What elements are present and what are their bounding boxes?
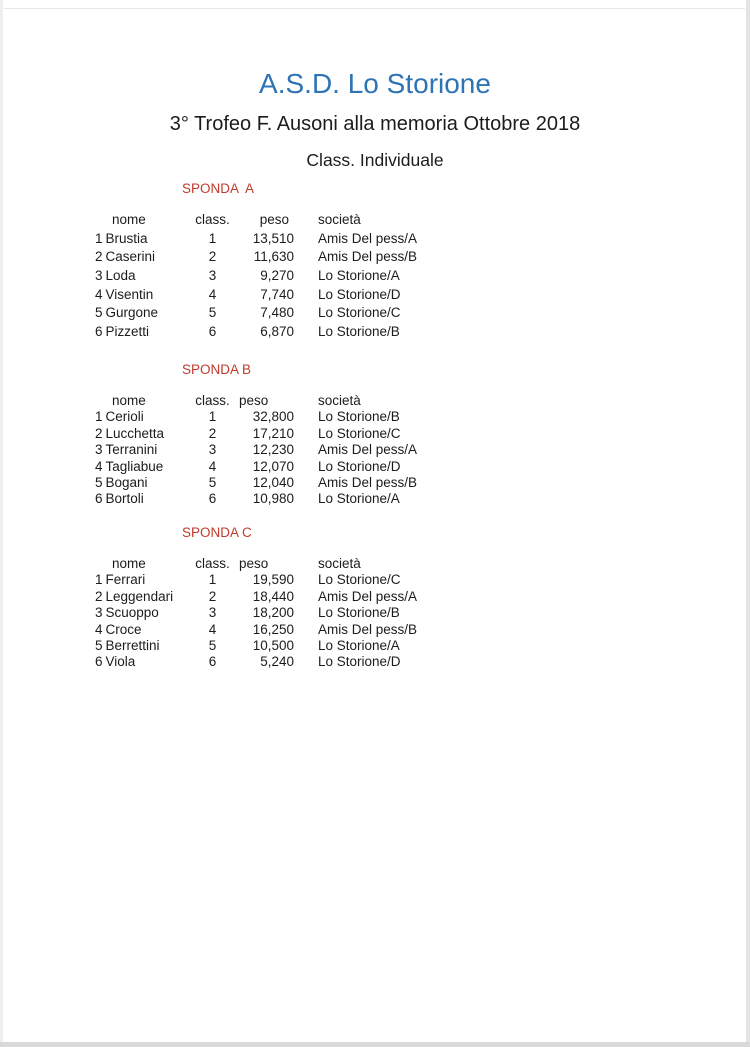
row-class: 2	[208, 425, 217, 441]
table-row	[95, 491, 472, 507]
row-peso: 16,250	[252, 621, 294, 637]
row-societa: Lo Storione/D	[318, 654, 401, 670]
row-class: 4	[208, 286, 217, 302]
table-row	[95, 248, 472, 267]
row-societa: Lo Storione/D	[318, 286, 401, 302]
row-rank: 4	[95, 621, 103, 637]
row-nome-cell	[95, 491, 195, 507]
row-name: Pizzetti	[105, 324, 150, 340]
column-header-societa: società	[318, 556, 361, 571]
sponda-c-table	[95, 556, 472, 671]
row-nome-cell	[95, 409, 195, 425]
table-row	[95, 304, 472, 323]
row-peso: 7,740	[260, 286, 294, 302]
row-name: Visentin	[105, 286, 154, 302]
row-societa: Amis Del pess/A	[318, 230, 418, 246]
row-peso: 12,070	[252, 458, 294, 474]
row-class: 2	[208, 249, 217, 265]
row-rank: 1	[95, 409, 103, 425]
row-name: Terranini	[105, 442, 158, 458]
row-peso: 19,590	[252, 572, 294, 588]
row-peso: 6,870	[260, 324, 294, 340]
row-societa: Lo Storione/C	[318, 572, 401, 588]
column-header-nome: nome	[112, 556, 146, 571]
column-header-societa: società	[318, 393, 361, 408]
row-rank: 2	[95, 588, 103, 604]
row-societa: Lo Storione/C	[318, 425, 401, 441]
row-nome-cell	[95, 230, 195, 249]
column-header-class: class.	[195, 212, 230, 227]
row-class: 6	[208, 491, 217, 507]
row-nome-cell	[95, 267, 195, 286]
row-class: 5	[208, 305, 217, 321]
row-name: Cerioli	[105, 409, 144, 425]
row-societa: Lo Storione/B	[318, 605, 400, 621]
page-title: A.S.D. Lo Storione	[259, 68, 491, 99]
row-class: 4	[208, 621, 217, 637]
row-societa: Lo Storione/A	[318, 637, 400, 653]
row-peso: 32,800	[252, 409, 294, 425]
row-nome-cell	[95, 286, 195, 305]
column-header-societa: società	[318, 212, 361, 227]
row-class: 4	[208, 458, 217, 474]
row-name: Bogani	[105, 474, 148, 490]
column-header-peso: peso	[239, 556, 269, 571]
table-row	[95, 654, 472, 670]
row-rank: 6	[95, 654, 103, 670]
row-rank: 6	[95, 491, 103, 507]
row-name: Viola	[105, 654, 136, 670]
row-societa: Amis Del pess/B	[318, 621, 418, 637]
row-societa: Amis Del pess/B	[318, 474, 418, 490]
column-header-peso: peso	[239, 393, 269, 408]
row-nome-cell	[95, 638, 195, 654]
row-peso: 7,480	[260, 305, 294, 321]
row-rank: 5	[95, 305, 103, 321]
row-rank: 3	[95, 442, 103, 458]
row-rank: 1	[95, 230, 103, 246]
column-header-nome: nome	[112, 212, 146, 227]
row-peso: 11,630	[253, 249, 294, 265]
page-edge-bottom	[0, 1042, 750, 1047]
row-rank: 2	[95, 249, 103, 265]
row-societa: Lo Storione/A	[318, 268, 400, 284]
row-name: Croce	[105, 621, 142, 637]
row-societa: Amis Del pess/A	[318, 588, 418, 604]
row-nome-cell	[95, 475, 195, 491]
table-body	[95, 230, 472, 342]
row-peso: 17,210	[252, 425, 294, 441]
row-peso: 10,980	[252, 491, 294, 507]
row-name: Tagliabue	[105, 458, 164, 474]
table-row	[95, 230, 472, 249]
table-row	[95, 426, 472, 442]
row-rank: 3	[95, 605, 103, 621]
row-nome-cell	[95, 654, 195, 670]
row-peso: 5,240	[260, 654, 294, 670]
row-name: Gurgone	[105, 305, 159, 321]
row-rank: 4	[95, 458, 103, 474]
row-societa: Lo Storione/B	[318, 324, 400, 340]
row-peso: 18,200	[252, 605, 294, 621]
classification-title: Class. Individuale	[306, 150, 444, 170]
table-row	[95, 622, 472, 638]
sponda-a-label: SPONDA A	[182, 181, 255, 196]
sponda-b-table	[95, 393, 472, 508]
row-class: 1	[208, 572, 217, 588]
sponda-b-label: SPONDA B	[182, 362, 252, 377]
table-body	[95, 409, 472, 507]
row-name: Ferrari	[105, 572, 146, 588]
row-class: 6	[208, 654, 217, 670]
table-row	[95, 572, 472, 588]
row-nome-cell	[95, 248, 195, 267]
row-societa: Lo Storione/C	[318, 305, 401, 321]
row-rank: 2	[95, 425, 103, 441]
row-class: 1	[208, 230, 217, 246]
row-nome-cell	[95, 605, 195, 621]
row-societa: Amis Del pess/B	[318, 249, 418, 265]
table-header-row	[95, 556, 472, 572]
row-peso: 12,040	[252, 474, 294, 490]
row-rank: 6	[95, 324, 103, 340]
row-name: Leggendari	[105, 588, 174, 604]
table-body	[95, 572, 472, 670]
row-nome-cell	[95, 304, 195, 323]
row-rank: 5	[95, 474, 103, 490]
row-peso: 18,440	[252, 588, 294, 604]
row-name: Loda	[105, 268, 136, 284]
row-rank: 1	[95, 572, 103, 588]
row-class: 2	[208, 588, 217, 604]
sponda-a-table	[95, 211, 472, 342]
row-nome-cell	[95, 572, 195, 588]
row-class: 3	[208, 268, 217, 284]
row-societa: Lo Storione/A	[318, 491, 400, 507]
row-class: 1	[208, 409, 217, 425]
row-class: 5	[208, 474, 217, 490]
row-societa: Amis Del pess/A	[318, 442, 418, 458]
table-row	[95, 459, 472, 475]
row-societa: Lo Storione/B	[318, 409, 400, 425]
table-row	[95, 605, 472, 621]
row-peso: 13,510	[252, 230, 294, 246]
row-name: Caserini	[105, 249, 156, 265]
row-peso: 10,500	[252, 637, 294, 653]
table-row	[95, 638, 472, 654]
row-name: Scuoppo	[105, 605, 159, 621]
row-name: Brustia	[105, 230, 148, 246]
column-header-peso: peso	[259, 212, 289, 227]
event-subtitle: 3° Trofeo F. Ausoni alla memoria Ottobre 2018	[169, 113, 581, 135]
row-name: Lucchetta	[105, 425, 165, 441]
table-row	[95, 267, 472, 286]
table-row	[95, 323, 472, 342]
row-class: 3	[208, 605, 217, 621]
table-row	[95, 475, 472, 491]
row-peso: 12,230	[252, 442, 294, 458]
row-name: Bortoli	[105, 491, 144, 507]
row-name: Berrettini	[105, 637, 160, 653]
row-nome-cell	[95, 323, 195, 342]
table-header-row	[95, 393, 472, 409]
row-nome-cell	[95, 426, 195, 442]
table-row	[95, 409, 472, 425]
row-rank: 3	[95, 268, 103, 284]
table-header-row	[95, 211, 472, 230]
row-rank: 4	[95, 286, 103, 302]
row-nome-cell	[95, 442, 195, 458]
row-societa: Lo Storione/D	[318, 458, 401, 474]
row-nome-cell	[95, 589, 195, 605]
row-nome-cell	[95, 622, 195, 638]
table-row	[95, 589, 472, 605]
column-header-nome: nome	[112, 393, 146, 408]
table-row	[95, 286, 472, 305]
sponda-c-label: SPONDA C	[182, 525, 252, 540]
page-edge-top	[4, 8, 745, 9]
row-class: 5	[208, 637, 217, 653]
row-nome-cell	[95, 459, 195, 475]
column-header-class: class.	[195, 393, 230, 408]
table-row	[95, 442, 472, 458]
row-class: 6	[208, 324, 217, 340]
row-rank: 5	[95, 637, 103, 653]
row-peso: 9,270	[260, 268, 294, 284]
column-header-class: class.	[195, 556, 230, 571]
row-class: 3	[208, 442, 217, 458]
